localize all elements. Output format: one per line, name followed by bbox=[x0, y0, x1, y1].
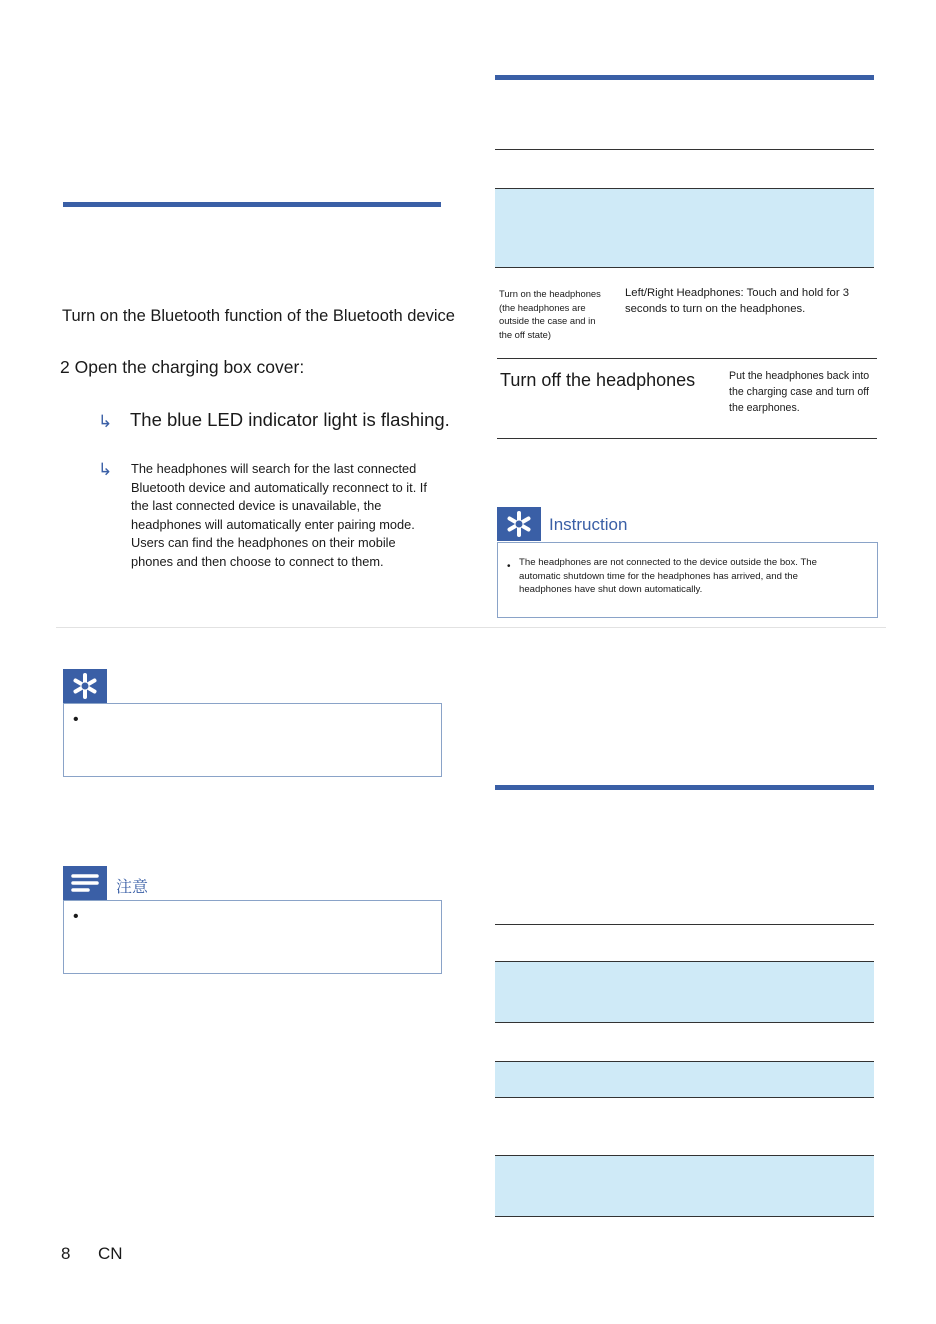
table-row-turn-on bbox=[495, 277, 878, 357]
section-divider bbox=[56, 627, 886, 628]
table-rule bbox=[495, 149, 874, 150]
section-rule-top-left bbox=[63, 202, 441, 207]
table-rule bbox=[495, 924, 874, 925]
asterisk-icon bbox=[505, 510, 533, 538]
turn-off-action: Put the headphones back into the charging case and turn off the earphones. bbox=[729, 370, 870, 414]
table-rule bbox=[495, 267, 874, 268]
table-rule bbox=[497, 358, 877, 359]
result-led-text: The blue LED indicator light is flashing. bbox=[130, 409, 450, 430]
table-band bbox=[495, 189, 874, 267]
page-language: CN bbox=[98, 1244, 123, 1263]
table-rule bbox=[497, 438, 877, 439]
note-icon bbox=[63, 866, 107, 900]
result-reconnect-text: The headphones will search for the last connected Bluetooth device and automatically reconnect to it. If the last connected device is unavailable, the headphones will automatically enter pairing mode. Users can find the headphones on their mobile phones and then choose to connect to them. bbox=[131, 461, 427, 569]
step-1-text: Turn on the Bluetooth function of the Bluetooth device bbox=[62, 307, 455, 325]
table-band bbox=[495, 1156, 874, 1216]
tip-icon bbox=[63, 669, 107, 703]
lines-icon bbox=[70, 872, 100, 894]
instruction-text: The headphones are not connected to the device outside the box. The automatic shutdown time for the headphones has arrived, and the headphones have shut down automatically. bbox=[519, 557, 817, 596]
asterisk-icon bbox=[71, 672, 99, 700]
step-2-text: 2 Open the charging box cover: bbox=[60, 357, 305, 377]
table-rule bbox=[495, 1022, 874, 1023]
section-rule-top-right bbox=[495, 75, 874, 80]
note-title: 注意 bbox=[116, 877, 149, 896]
instruction-title: Instruction bbox=[549, 515, 628, 534]
table-rule bbox=[495, 1216, 874, 1217]
note-bullet: • bbox=[73, 908, 79, 925]
section-rule-lower-right bbox=[495, 785, 874, 790]
result-arrow-icon: ↳ bbox=[98, 460, 113, 479]
note-box bbox=[63, 900, 442, 974]
table-band bbox=[495, 1062, 874, 1097]
tip-bullet: • bbox=[73, 711, 79, 728]
table-band bbox=[495, 962, 874, 1022]
table-rule bbox=[495, 1097, 874, 1098]
instruction-bullet: • bbox=[507, 561, 511, 572]
instruction-icon bbox=[497, 507, 541, 541]
turn-off-label: Turn off the headphones bbox=[500, 370, 696, 390]
turn-on-label: Turn on the headphones (the headphones are outside the case and in the off state) bbox=[499, 288, 601, 340]
result-arrow-icon: ↳ bbox=[98, 412, 113, 431]
tip-box bbox=[63, 703, 442, 777]
turn-on-action: Left/Right Headphones: Touch and hold for 3 seconds to turn on the headphones. bbox=[625, 287, 850, 315]
page-number: 8 bbox=[61, 1244, 71, 1263]
